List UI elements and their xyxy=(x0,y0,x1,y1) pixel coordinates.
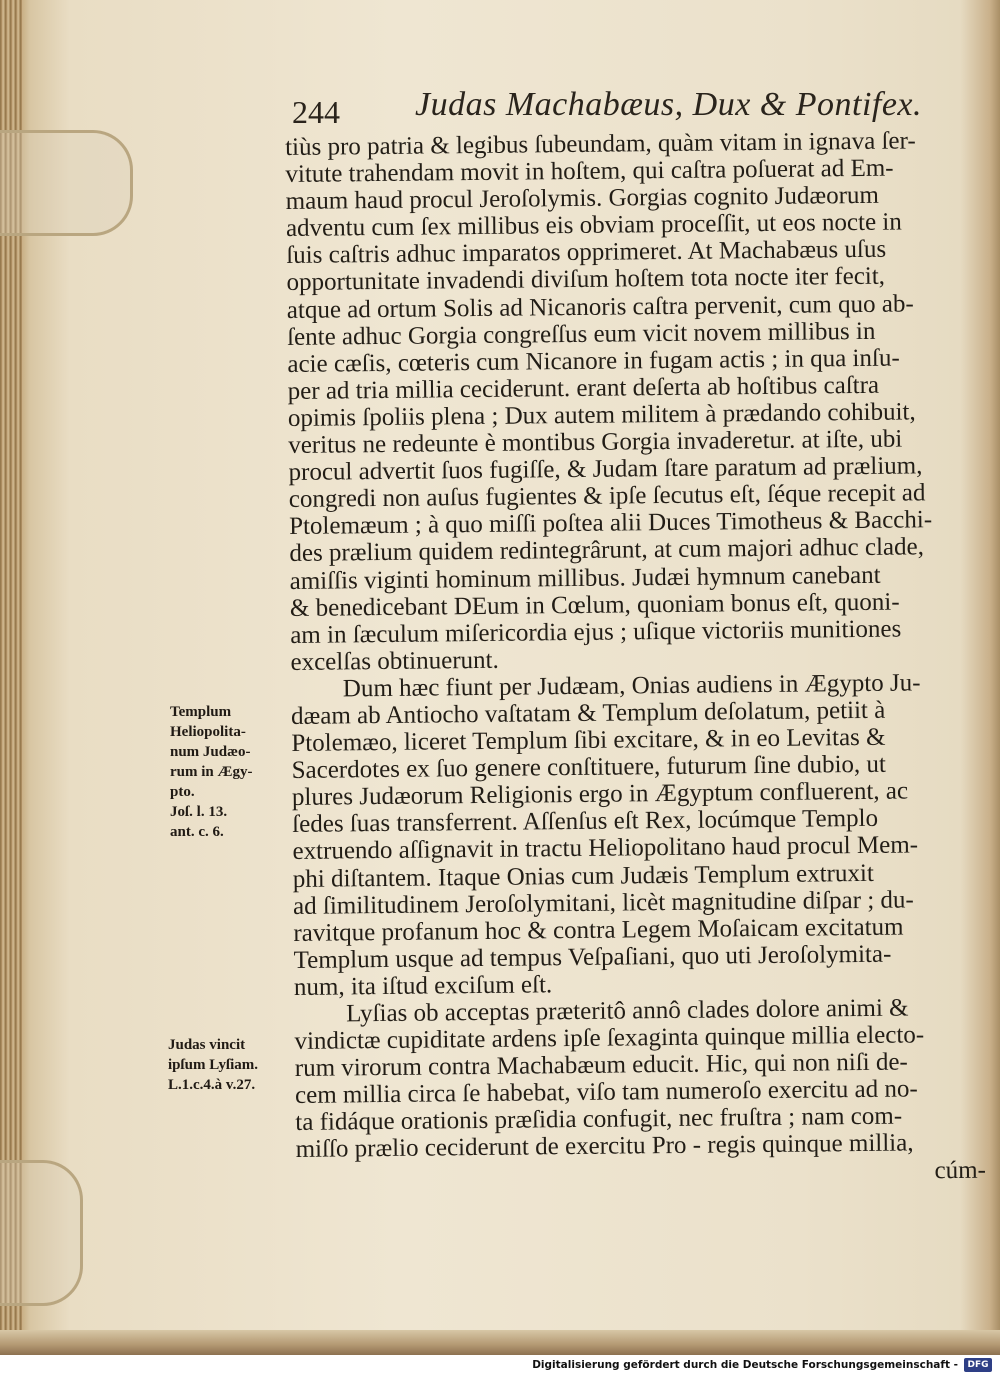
paragraph-start-line: Dum hæc fiunt per Judæam, Onias audiens in Ægypto Ju- xyxy=(342,669,921,703)
note-line: ant. c. 6. xyxy=(170,824,224,840)
marginal-note-temple xyxy=(170,702,253,842)
text-line: rum virorum contra Machabæum educit. Hic, qui non niſi de- xyxy=(294,1048,908,1083)
paragraph-start-line: Lyſias ob acceptas præteritô annô clades dolore animi & xyxy=(346,994,909,1028)
dfg-logo: DFG xyxy=(964,1358,992,1372)
note-line: L.1.c.4.à v.27. xyxy=(168,1077,256,1093)
text-line: acie cæſis, cœteris cum Nicanore in fugam actis ; in qua inſu- xyxy=(287,344,900,378)
text-line: Ptolemæum ; à quo miſſi poſtea alii Duces Timotheus & Bacchi- xyxy=(288,506,933,541)
note-line: Joſ. l. 13. xyxy=(170,804,228,820)
marginal-note-judas xyxy=(168,1035,258,1095)
text-line: per ad tria millia ceciderunt. erant deſerta ab hoſtibus caſtra xyxy=(287,371,880,405)
text-line: veritus ne redeunte è montibus Gorgia invaderetur. at iſte, ubi xyxy=(288,425,903,460)
text-line: Sacerdotes ex ſuo genere conſtituere, futurum ſine dubio, ut xyxy=(291,750,887,785)
text-line: am in ſæculum miſericordia ejus ; uſique victoriis munitiones xyxy=(290,615,902,649)
text-line: ſuis caſtris adhuc imparatos opprimeret. At Machabæus uſus xyxy=(286,236,887,270)
book-clip-top xyxy=(0,130,133,236)
page-edge-bottom xyxy=(0,1330,1000,1355)
body-text xyxy=(285,127,986,1191)
note-line: rum in Ægy- xyxy=(170,764,253,780)
text-line: extruendo aſſignavit in tractu Heliopolitano haud procul Mem- xyxy=(292,831,919,866)
note-line: ipſum Lyſiam. xyxy=(168,1057,259,1073)
text-line: congredi non auſus fugientes & ipſe ſecutus eſt, ſéque recepit ad xyxy=(288,479,926,514)
text-line: opportunitate invadendi diviſum hoſtem tota nocte iter fecit, xyxy=(286,263,886,297)
text-line: maum haud procul Jeroſolymis. Gorgias cognito Judæorum xyxy=(285,181,880,216)
note-line: num Judæo- xyxy=(170,744,251,760)
text-line: atque ad ortum Solis ad Nicanoris caſtra pervenit, cum quo ab- xyxy=(286,289,914,324)
text-line: ſente adhuc Gorgia congreſſus eum vicit novem millibus in xyxy=(286,317,876,351)
text-line: opimis ſpoliis plena ; Dux autem militem à prædando cohibuit, xyxy=(287,398,916,432)
note-line: Judas vincit xyxy=(168,1037,246,1053)
text-line: des prælium quidem redintegrârunt, at cum majori adhuc clade, xyxy=(289,533,925,568)
text-line: ad ſimilitudinem Jeroſolymitani, licèt magnitudine diſpar ; du- xyxy=(292,886,914,920)
text-line: ta fidáque orationis præſidia confugit, nec fruſtra ; nam com- xyxy=(295,1102,903,1137)
text-line: excelſas obtinuerunt. xyxy=(290,646,499,676)
text-line: miſſo prælio ceciderunt de exercitu Pro - regis quinque millia, xyxy=(295,1129,914,1164)
page-number: 244 xyxy=(292,94,340,130)
text-line: vindictæ cupiditate ardens ipſe ſexaginta quinque millia electo- xyxy=(294,1021,925,1056)
note-line: pto. xyxy=(170,784,195,800)
text-line: dæam ab Antiocho vaſtatam & Templum deſolatum, petiit à xyxy=(290,696,886,730)
note-line: Heliopolita- xyxy=(170,724,246,740)
page-title: Judas Machabæus, Dux & Pontifex. xyxy=(415,86,923,123)
text-line: vitute trahendam movit in hoſtem, qui caſtra poſuerat ad Em- xyxy=(285,154,894,189)
text-line: amiſſis viginti hominum millibus. Judæi hymnum canebant xyxy=(289,561,881,595)
text-line: cem millia circa ſe habebat, viſo tam numeroſo exercitu ad no- xyxy=(294,1075,918,1110)
running-head xyxy=(290,86,970,130)
text-line: num, ita iſtud exciſum eſt. xyxy=(293,971,553,1001)
text-line: ravitque profanum hoc & contra Legem Moſaicam excitatum xyxy=(293,913,904,947)
text-line: phi diſtantem. Itaque Onias cum Judæis Templum extruxit xyxy=(292,859,874,893)
digitization-footer xyxy=(0,1355,1000,1377)
text-line: plures Judæorum Religionis ergo in Ægyptum confluerent, ac xyxy=(291,777,909,812)
book-clip-bottom xyxy=(0,1160,83,1306)
text-line: tiùs pro patria & legibus ſubeundam, quàm vitam in ignava ſer- xyxy=(285,127,916,161)
footer-credit: Digitalisierung gefördert durch die Deutsche Forschungsgemeinschaft - xyxy=(532,1359,958,1371)
text-line: adventu cum ſex millibus eis obviam proceſſit, ut eos nocte in xyxy=(285,208,902,243)
text-line: Ptolemæo, liceret Templum ſibi excitare, & in eo Levitas & xyxy=(291,723,886,758)
catchword: cúm- xyxy=(934,1156,987,1184)
text-line: procul advertit ſuos fugiſſe, & Judam ſtare paratum ad prælium, xyxy=(288,452,923,487)
text-line: ſedes ſuas transferrent. Aſſenſus eſt Rex, locúmque Templo xyxy=(292,805,879,839)
text-line: Templum usque ad tempus Veſpaſiani, quo uti Jeroſolymita- xyxy=(293,940,892,974)
note-line: Templum xyxy=(170,704,232,720)
text-line: & benedicebant DEum in Cœlum, quoniam bonus eſt, quoni- xyxy=(289,588,900,622)
